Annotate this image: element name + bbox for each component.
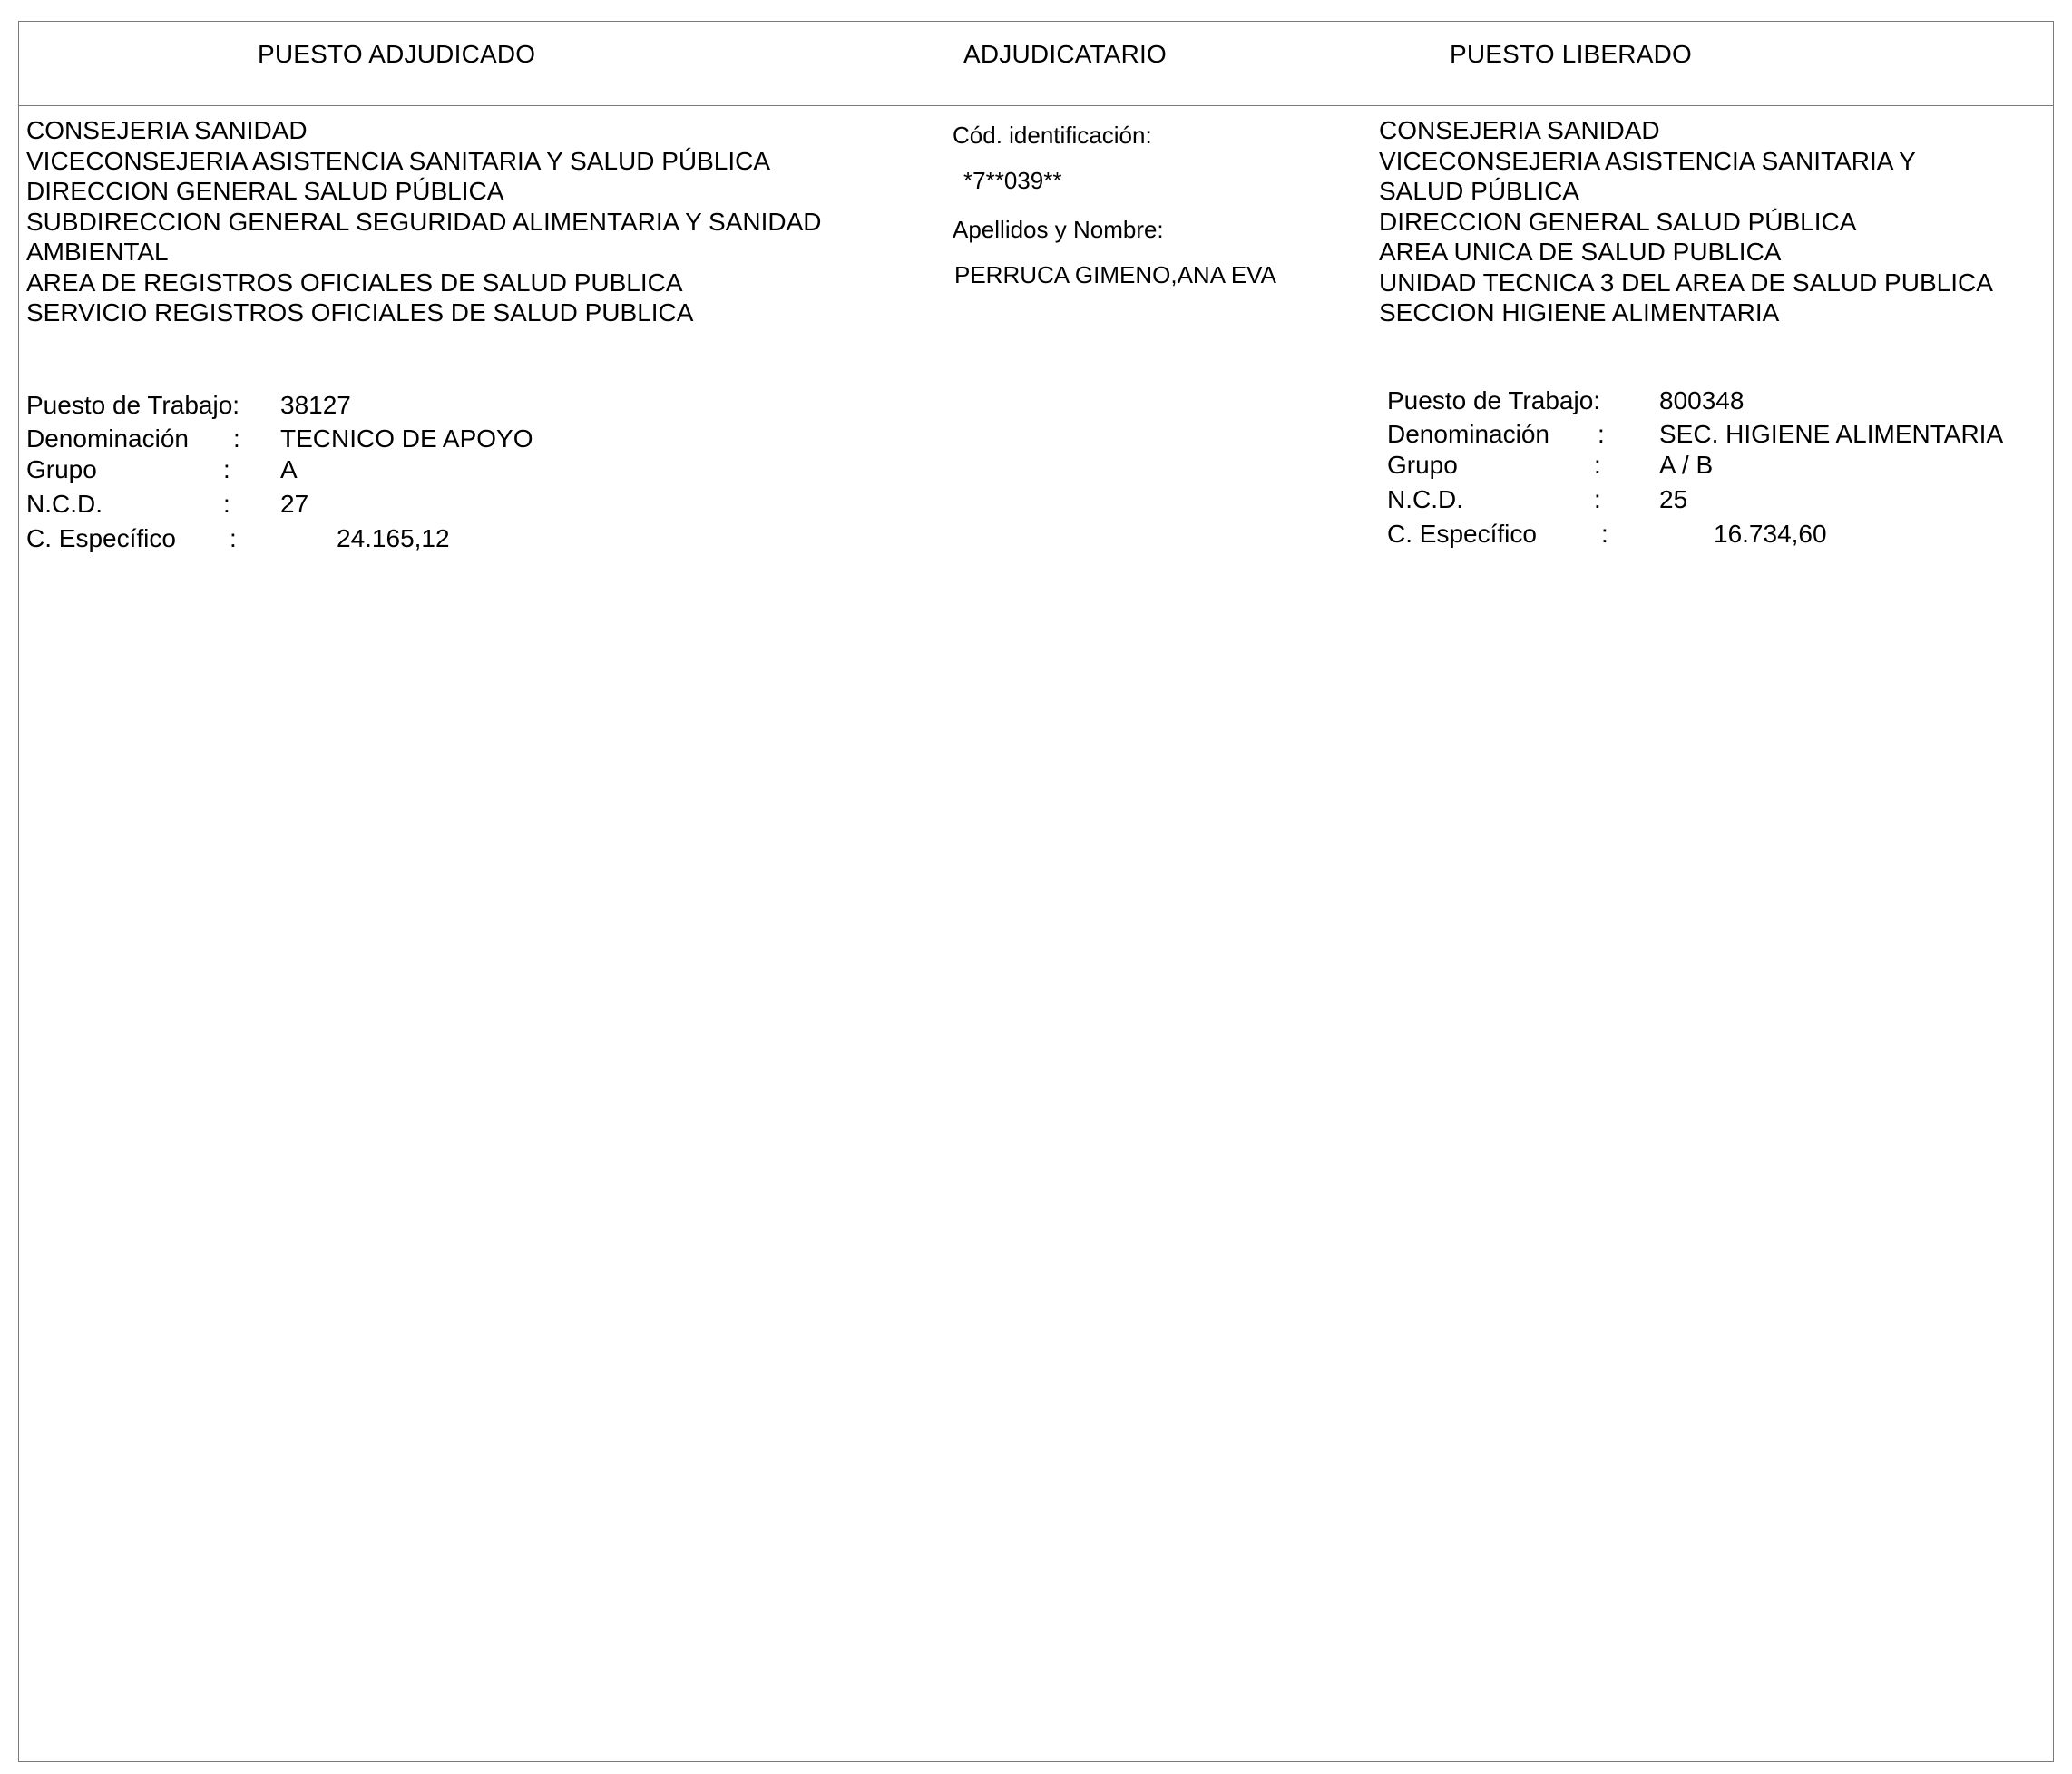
especifico-label: C. Específico <box>26 524 176 552</box>
ncd-colon: : <box>223 490 230 518</box>
especifico-colon: : <box>1601 520 1608 548</box>
org-line: SECCION HIGIENE ALIMENTARIA <box>1379 298 1780 327</box>
org-line: VICECONSEJERIA ASISTENCIA SANITARIA Y <box>1379 146 1916 175</box>
puesto-label: Puesto de Trabajo: <box>1387 386 1601 414</box>
detail-row-ncd <box>26 490 843 522</box>
cod-identificacion-value: *7**039** <box>963 167 1062 194</box>
org-line: DIRECCION GENERAL SALUD PÚBLICA <box>26 177 504 205</box>
cod-identificacion-label: Cód. identificación: <box>953 122 1152 149</box>
org-line: CONSEJERIA SANIDAD <box>26 116 308 144</box>
detail-row-especifico <box>1387 520 2072 552</box>
org-line: CONSEJERIA SANIDAD <box>1379 116 1660 144</box>
org-line: SUBDIRECCION GENERAL SEGURIDAD ALIMENTARIA Y SANIDAD <box>26 207 822 236</box>
ncd-label: N.C.D. <box>1387 485 1463 513</box>
detail-row-puesto <box>1387 386 2072 419</box>
org-line: AREA DE REGISTROS OFICIALES DE SALUD PUBLICA <box>26 268 683 297</box>
apellidos-nombre-value: PERRUCA GIMENO,ANA EVA <box>954 261 1276 288</box>
detail-row-ncd <box>1387 485 2072 518</box>
grupo-value: A / B <box>1659 451 1714 479</box>
denominacion-label: Denominación <box>1387 420 1549 448</box>
puesto-adjudicado-organization <box>26 115 822 328</box>
org-line: AREA UNICA DE SALUD PUBLICA <box>1379 238 1782 266</box>
especifico-value: 24.165,12 <box>337 524 450 552</box>
ncd-colon: : <box>1594 485 1601 513</box>
denominacion-label: Denominación <box>26 424 189 453</box>
ncd-value: 25 <box>1659 485 1688 513</box>
denominacion-colon: : <box>1598 420 1605 448</box>
detail-row-especifico <box>26 524 843 557</box>
org-line: DIRECCION GENERAL SALUD PÚBLICA <box>1379 207 1857 236</box>
grupo-colon: : <box>223 455 230 483</box>
org-line: UNIDAD TECNICA 3 DEL AREA DE SALUD PUBLICA <box>1379 268 1993 297</box>
org-line: SERVICIO REGISTROS OFICIALES DE SALUD PUBLICA <box>26 298 694 327</box>
apellidos-nombre-label: Apellidos y Nombre: <box>953 216 1164 243</box>
especifico-colon: : <box>230 524 237 552</box>
document-frame <box>18 21 2054 1762</box>
org-line: AMBIENTAL <box>26 238 169 266</box>
header-adjudicatario: ADJUDICATARIO <box>963 40 1168 68</box>
header-puesto-liberado: PUESTO LIBERADO <box>1450 40 1693 68</box>
org-line: SALUD PÚBLICA <box>1379 177 1579 205</box>
denominacion-value: TECNICO DE APOYO <box>280 424 533 453</box>
org-line: VICECONSEJERIA ASISTENCIA SANITARIA Y SALUD PÚBLICA <box>26 146 771 175</box>
header-puesto-adjudicado: PUESTO ADJUDICADO <box>258 40 536 68</box>
puesto-label: Puesto de Trabajo: <box>26 391 240 419</box>
grupo-label: Grupo <box>26 455 97 483</box>
denominacion-value: SEC. HIGIENE ALIMENTARIA <box>1659 420 2004 448</box>
puesto-liberado-organization <box>1379 115 1993 328</box>
puesto-value: 800348 <box>1659 386 1745 414</box>
detail-row-grupo <box>26 455 843 488</box>
grupo-label: Grupo <box>1387 451 1458 479</box>
puesto-value: 38127 <box>280 391 351 419</box>
header-divider <box>19 105 2053 106</box>
ncd-label: N.C.D. <box>26 490 103 518</box>
detail-row-grupo <box>1387 451 2072 483</box>
denominacion-colon: : <box>233 424 240 453</box>
grupo-colon: : <box>1594 451 1601 479</box>
detail-row-denominacion <box>1387 420 2072 453</box>
grupo-value: A <box>280 455 298 483</box>
detail-row-denominacion <box>26 424 843 457</box>
ncd-value: 27 <box>280 490 309 518</box>
especifico-value: 16.734,60 <box>1714 520 1827 548</box>
detail-row-puesto <box>26 391 843 424</box>
especifico-label: C. Específico <box>1387 520 1537 548</box>
